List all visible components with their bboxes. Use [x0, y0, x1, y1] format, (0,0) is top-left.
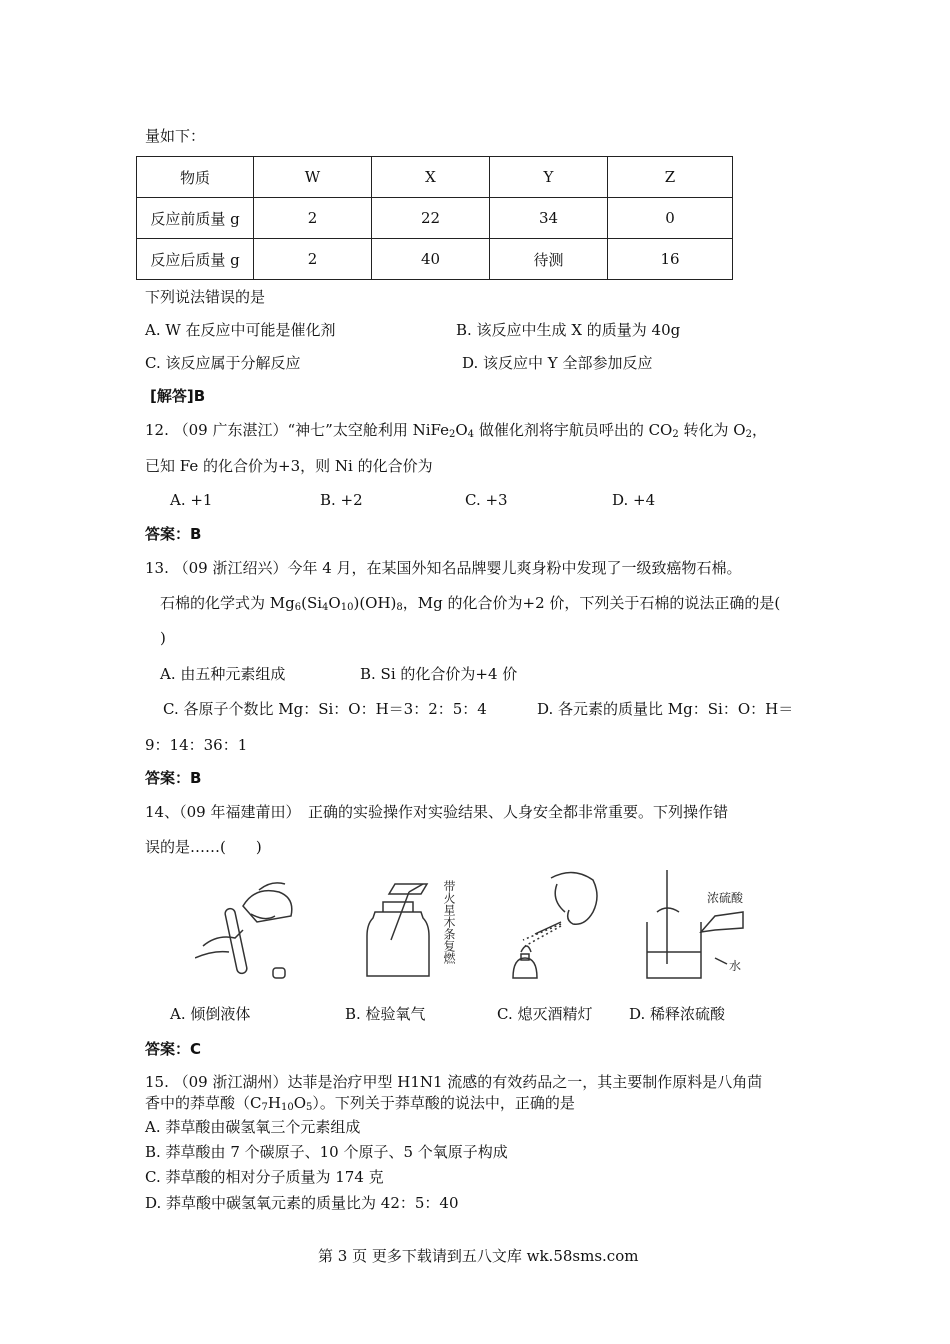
table-header-cell: Z [608, 157, 733, 198]
q12-option: A. +1 [170, 491, 213, 509]
q14-option-c: C. 熄灭酒精灯 [497, 1005, 593, 1023]
table-cell: 2 [254, 239, 372, 280]
alcohol-lamp-illustration [513, 872, 597, 978]
q13-option-a: A. 由五种元素组成 [160, 665, 286, 683]
page-footer: 第 3 页 更多下载请到五八文库 wk.58sms.com [318, 1247, 639, 1265]
q15-stem-part: ）。下列关于莽草酸的说法中，正确的是 [312, 1094, 575, 1112]
q14-option-a: A. 倾倒液体 [170, 1005, 251, 1023]
subscript: 4 [322, 602, 329, 613]
intro-text: 量如下： [145, 127, 206, 145]
q14-option-d: D. 稀释浓硫酸 [629, 1005, 726, 1023]
subscript: 7 [261, 1102, 268, 1113]
table-cell: 0 [608, 198, 733, 239]
q13-answer: 答案：B [145, 769, 202, 787]
q13-stem-part: )(OH) [353, 594, 397, 612]
table-cell: 反应前质量 g [137, 198, 254, 239]
q13-option-d: D. 各元素的质量比 Mg：Si：O：H＝ [537, 700, 794, 718]
q15-stem-line1: 15. （09 浙江湖州）达菲是治疗甲型 H1N1 流感的有效药品之一，其主要制作原料是八角茴 [145, 1073, 763, 1091]
q15-stem-part: H [267, 1094, 281, 1112]
q12-stem-part: 做催化剂将宇航员呼出的 CO [474, 421, 673, 439]
subscript: 10 [280, 1102, 294, 1113]
subscript: 8 [396, 602, 403, 613]
q11-answer: [解答]B [150, 387, 206, 405]
q12-option: B. +2 [320, 491, 363, 509]
subscript: 6 [294, 602, 302, 613]
table-header-cell: 物质 [137, 157, 254, 198]
q11-option-c: C. 该反应属于分解反应 [145, 354, 301, 372]
q13-stem-line1: 13. （09 浙江绍兴）今年 4 月，在某国外知名品牌婴儿爽身粉中发现了一级致癌物石棉。 [145, 559, 742, 577]
q12-option: D. +4 [612, 491, 656, 509]
subscript: 4 [467, 429, 475, 440]
label-conc-acid: 浓硫酸 [707, 891, 744, 905]
label-water: 水 [729, 959, 742, 973]
mass-table [136, 156, 733, 280]
subscript: 2 [448, 429, 456, 440]
table-header-row [137, 157, 733, 198]
q12-stem-part: 12. （09 广东湛江）“神七”太空舱利用 NiFe [145, 421, 449, 439]
subscript: 2 [745, 429, 752, 440]
table-cell: 2 [254, 198, 372, 239]
q15-stem-part: 香中的莽草酸（C [145, 1094, 262, 1112]
pour-liquid-illustration [195, 883, 292, 978]
q13-stem-part: O [328, 594, 341, 612]
q12-stem-part: 转化为 O [678, 421, 746, 439]
table-cell: 反应后质量 g [137, 239, 254, 280]
table-cell: 待测 [490, 239, 608, 280]
q15-stem-line2 [145, 1093, 575, 1113]
subscript: 2 [672, 429, 679, 440]
q13-stem-part: 石棉的化学式为 Mg [160, 594, 295, 612]
q12-option: C. +3 [465, 491, 508, 509]
table-cell: 40 [372, 239, 490, 280]
q14-stem-line1: 14、（09 年福建莆田） 正确的实验操作对实验结果、人身安全都非常重要。下列操作错 [145, 803, 728, 821]
q13-option-b: B. Si 的化合价为+4 价 [360, 665, 518, 683]
q11-option-b: B. 该反应中生成 X 的质量为 40g [456, 321, 681, 339]
table-cell: 34 [490, 198, 608, 239]
table-row [137, 239, 733, 280]
q13-option-c: C. 各原子个数比 Mg：Si：O：H＝3：2：5：4 [163, 700, 487, 718]
subscript: 5 [306, 1102, 313, 1113]
q15-option-d: D. 莽草酸中碳氢氧元素的质量比为 42：5：40 [145, 1194, 459, 1212]
q12-stem-line1 [145, 420, 767, 440]
q15-option-b: B. 莽草酸由 7 个碳原子、10 个原子、5 个氧原子构成 [145, 1143, 508, 1161]
lab-operations-figure [195, 866, 755, 984]
q14-answer: 答案：C [145, 1040, 202, 1058]
table-row [137, 198, 733, 239]
q11-option-a: A. W 在反应中可能是催化剂 [145, 321, 336, 339]
q11-stem: 下列说法错误的是 [145, 288, 266, 306]
q13-option-d-cont: 9：14：36：1 [145, 736, 248, 754]
oxygen-test-illustration [367, 884, 429, 976]
q11-option-d: D. 该反应中 Y 全部参加反应 [462, 354, 653, 372]
table-header-cell: Y [490, 157, 608, 198]
q13-stem-part: ，Mg 的化合价为+2 价，下列关于石棉的说法正确的是( [402, 594, 781, 612]
table-header-cell: X [372, 157, 490, 198]
q12-stem-line2: 已知 Fe 的化合价为+3，则 Ni 的化合价为 [145, 457, 433, 475]
q15-option-a: A. 莽草酸由碳氢氧三个元素组成 [145, 1118, 361, 1136]
q12-stem-part: ， [751, 421, 767, 439]
q13-stem-part: (Si [301, 594, 323, 612]
table-cell: 16 [608, 239, 733, 280]
table-header-cell: W [254, 157, 372, 198]
q13-stem-line3: ) [160, 629, 166, 647]
q14-stem-line2: 误的是……( ) [145, 838, 262, 856]
q12-answer: 答案：B [145, 525, 202, 543]
q15-stem-part: O [293, 1094, 306, 1112]
subscript: 10 [340, 602, 354, 613]
q15-option-c: C. 莽草酸的相对分子质量为 174 克 [145, 1168, 384, 1186]
table-cell: 22 [372, 198, 490, 239]
q13-stem-line2 [160, 593, 780, 613]
q12-stem-part: O [455, 421, 468, 439]
q14-option-b: B. 检验氧气 [345, 1005, 426, 1023]
label-glowing-splint: 带火星木条复燃 [442, 880, 456, 964]
